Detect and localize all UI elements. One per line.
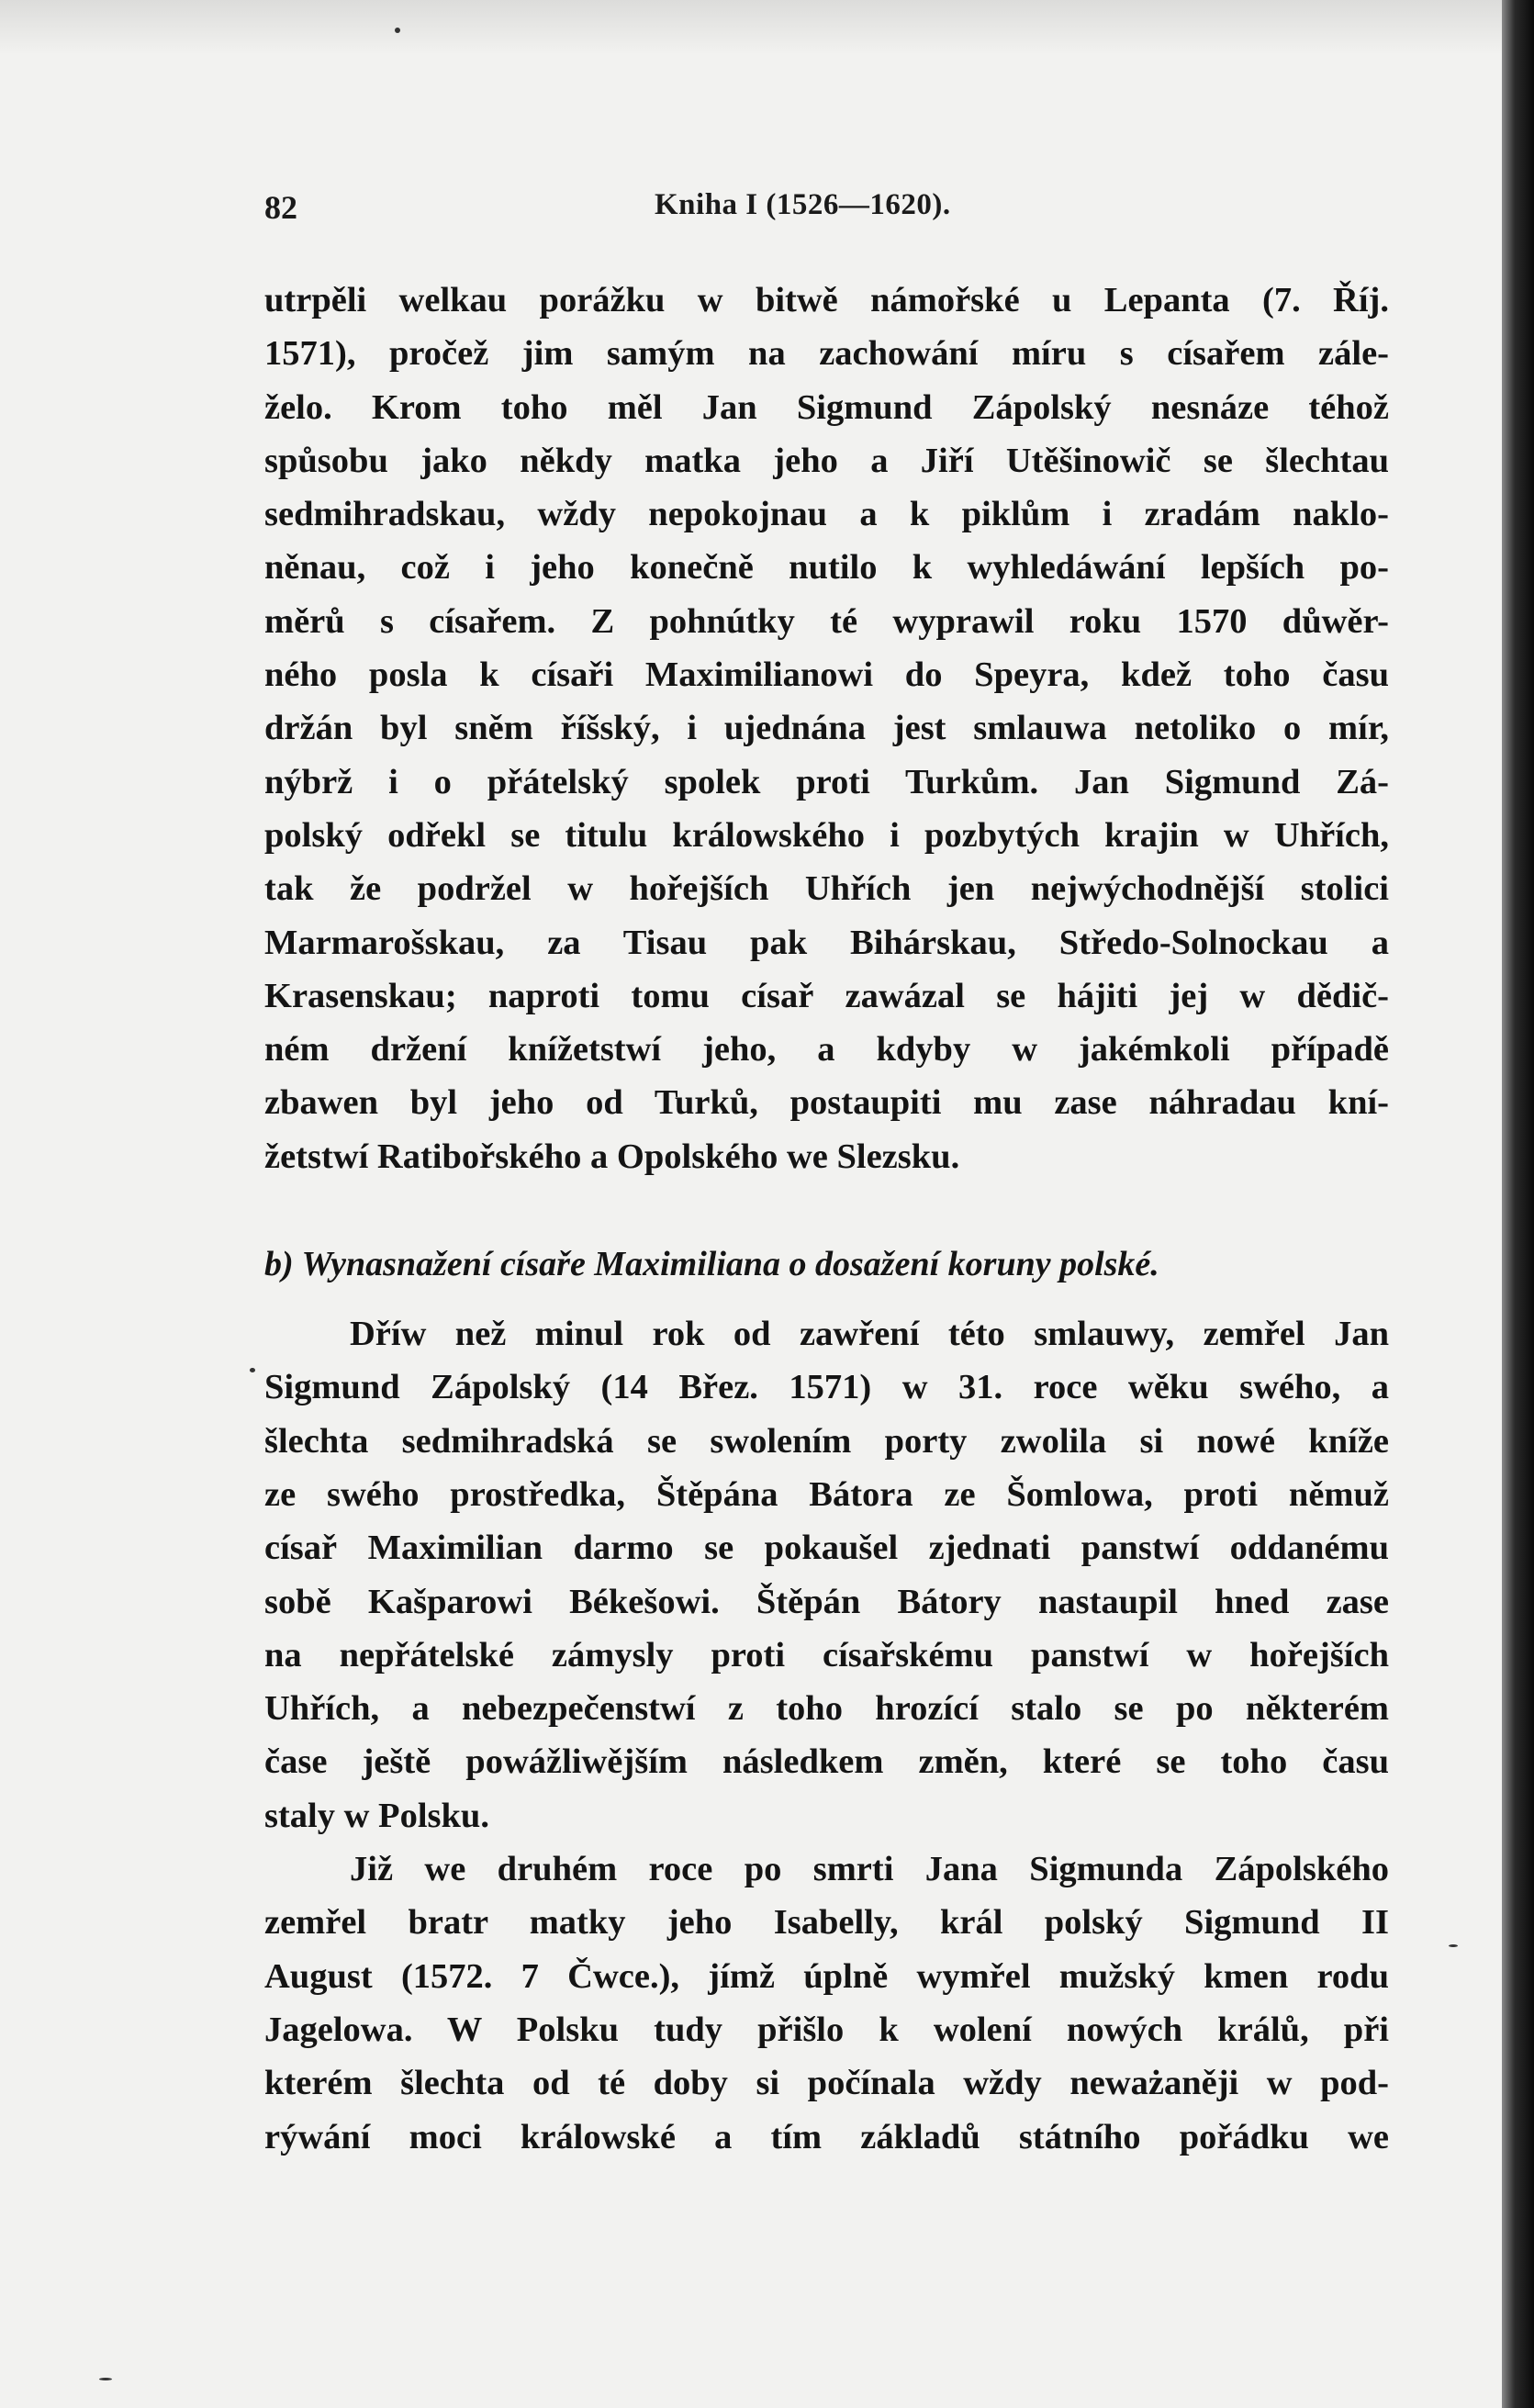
scan-speck: [1449, 1944, 1458, 1947]
text-line: Dříw než minul rok od zawření této smlauwy, zemřel Jan: [350, 1315, 1389, 1354]
text-line: Krasenskau; naproti tomu císař zawázal se hájiti jej w dědič-: [264, 976, 1389, 1015]
scan-speck: [99, 2378, 112, 2380]
text-line: ného posla k císaři Maximilianowi do Speyra, kdež toho času: [264, 655, 1389, 695]
text-line: August (1572. 7 Čwce.), jímž úplně wymřel mužský kmen rodu: [264, 1956, 1389, 1996]
text-line: zemřel bratr matky jeho Isabelly, král polský Sigmund II: [264, 1903, 1389, 1943]
scan-speck: [250, 1368, 255, 1372]
text-line: měrů s císařem. Z pohnútky té wyprawil roku 1570 důwěr-: [264, 601, 1389, 641]
paragraph-3: [264, 1842, 1389, 2164]
section-title: Wynasnažení císaře Maximiliana o dosažení koruny polské.: [301, 1245, 1159, 1284]
text-line: sobě Kašparowi Békešowi. Štěpán Bátory nastaupil hned zase: [264, 1582, 1389, 1621]
text-line: na nepřátelské zámysly proti císařskému panstwí w hořejších: [264, 1635, 1389, 1674]
text-line: císař Maximilian darmo se pokaušel zjednati panstwí oddanému: [264, 1529, 1389, 1568]
text-line: držán byl sněm říšský, i ujednána jest smlauwa netoliko o mír,: [264, 709, 1389, 748]
text-line: ném držení knížetstwí jeho, a kdyby w jakémkoli případě: [264, 1030, 1389, 1070]
page-number: 82: [264, 189, 297, 226]
text-line: 1571), pročež jim samým na zachowání míru s císařem zále-: [264, 334, 1389, 374]
paragraph-1: [264, 274, 1389, 1183]
text-line: kterém šlechta od té doby si počínala wždy neważaněji w pod-: [264, 2064, 1389, 2103]
section-heading: [264, 1238, 1389, 1291]
text-line: něnau, což i jeho konečně nutilo k wyhledáwání lepších po-: [264, 548, 1389, 588]
scan-top-shading: [0, 0, 1502, 55]
text-line: Marmarošskau, za Tisau pak Bihárskau, Středo-Solnockau a: [264, 923, 1389, 962]
text-line: Jagelowa. W Polsku tudy přišlo k wolení nowých králů, při: [264, 2010, 1389, 2049]
text-line: nýbrž i o přátelský spolek proti Turkům. Jan Sigmund Zá-: [264, 762, 1389, 801]
text-line: utrpěli welkau porážku w bitwě námořské u Lepanta (7. Říj.: [264, 281, 1389, 319]
text-line: želo. Krom toho měl Jan Sigmund Zápolský nesnáze téhož: [264, 387, 1389, 427]
paragraph-2: [264, 1307, 1389, 1842]
scan-right-edge: [1502, 0, 1534, 2408]
page-header: [264, 188, 1366, 243]
text-line: šlechta sedmihradská se swolením porty zwolila si nowé kníže: [264, 1421, 1389, 1461]
running-head: Kniha I (1526—1620).: [655, 188, 951, 221]
text-line: tak že podržel w hořejších Uhřích jen nejwýchodnější stolici: [264, 869, 1389, 909]
text-line: rýwání moci králowské a tím základů státního pořádku we: [264, 2117, 1389, 2156]
scan-speck: [395, 28, 400, 33]
text-line: ze swého prostředka, Štěpána Bátora ze Šomlowa, proti němuž: [264, 1474, 1389, 1514]
section-letter: b): [264, 1245, 294, 1284]
text-line: zbawen byl jeho od Turků, postaupiti mu zase náhradau kní-: [264, 1083, 1389, 1123]
body-text: [264, 274, 1389, 2164]
text-line: staly w Polsku.: [264, 1796, 489, 1835]
text-line: spůsobu jako někdy matka jeho a Jiří Utěšinowič se šlechtau: [264, 441, 1389, 480]
text-line: polský odřekl se titulu králowského i pozbytých krajin w Uhřích,: [264, 815, 1389, 855]
text-line: Sigmund Zápolský (14 Břez. 1571) w 31. roce wěku swého, a: [264, 1368, 1389, 1407]
text-line: Uhřích, a nebezpečenstwí z toho hrozící stalo se po některém: [264, 1689, 1389, 1729]
text-line: žetstwí Ratibořského a Opolského we Slezsku.: [264, 1137, 960, 1176]
text-line: čase ještě powážliwějším následkem změn, které se toho času: [264, 1742, 1389, 1782]
text-line: sedmihradskau, wždy nepokojnau a k piklům i zradám naklo-: [264, 495, 1389, 534]
text-line: Již we druhém roce po smrti Jana Sigmunda Zápolského: [350, 1850, 1389, 1889]
